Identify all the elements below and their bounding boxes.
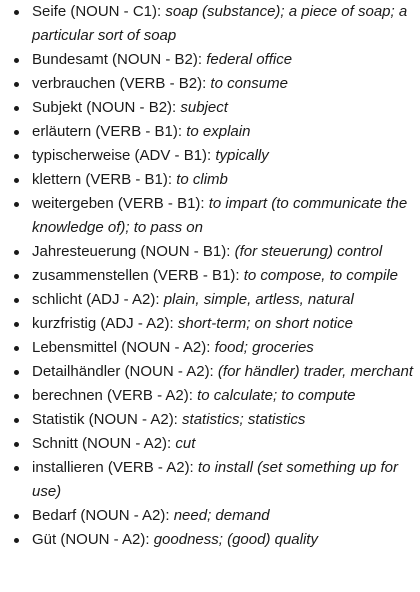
- entry-term: typischerweise (ADV - B1):: [32, 147, 212, 164]
- entry-term: Schnitt (NOUN - A2):: [32, 435, 172, 452]
- entry-meaning: to compose, to compile: [243, 267, 398, 284]
- entry-term: erläutern (VERB - B1):: [32, 123, 183, 140]
- entry-term: verbrauchen (VERB - B2):: [32, 75, 207, 92]
- entry-meaning: (for händler) trader, merchant: [217, 363, 413, 380]
- entry-meaning: food; groceries: [214, 339, 314, 356]
- entry-meaning: soap (substance); a piece of soap; a particular sort of soap: [32, 3, 408, 44]
- entry-meaning: cut: [175, 435, 196, 452]
- entry-meaning: to install (set something up for use): [32, 459, 399, 500]
- list-item: [0, 168, 420, 192]
- list-item: [0, 336, 420, 360]
- list-item: [0, 504, 420, 528]
- entry-meaning: to explain: [186, 123, 251, 140]
- list-item: [0, 240, 420, 264]
- entry-meaning: short-term; on short notice: [177, 315, 353, 332]
- list-item: [0, 432, 420, 456]
- entry-meaning: to consume: [210, 75, 288, 92]
- entry-term: Jahresteuerung (NOUN - B1):: [32, 243, 231, 260]
- list-item: [0, 456, 420, 504]
- list-item: [0, 528, 420, 552]
- entry-meaning: (for steuerung) control: [234, 243, 383, 260]
- list-item: [0, 120, 420, 144]
- entry-meaning: plain, simple, artless, natural: [163, 291, 354, 308]
- entry-term: Seife (NOUN - C1):: [32, 3, 162, 20]
- list-item: [0, 72, 420, 96]
- entry-term: kurzfristig (ADJ - A2):: [32, 315, 174, 332]
- entry-term: klettern (VERB - B1):: [32, 171, 173, 188]
- entry-meaning: typically: [215, 147, 269, 164]
- entry-term: Bundesamt (NOUN - B2):: [32, 51, 203, 68]
- entry-term: Bedarf (NOUN - A2):: [32, 507, 170, 524]
- list-item: [0, 408, 420, 432]
- entry-term: Subjekt (NOUN - B2):: [32, 99, 177, 116]
- entry-term: weitergeben (VERB - B1):: [32, 195, 205, 212]
- entry-term: zusammenstellen (VERB - B1):: [32, 267, 240, 284]
- entry-term: Detailhändler (NOUN - A2):: [32, 363, 214, 380]
- entry-term: schlicht (ADJ - A2):: [32, 291, 160, 308]
- list-item: [0, 264, 420, 288]
- entry-meaning: federal office: [206, 51, 293, 68]
- entry-meaning: to climb: [176, 171, 228, 188]
- list-item: [0, 360, 420, 384]
- entry-term: berechnen (VERB - A2):: [32, 387, 193, 404]
- entry-meaning: to impart (to communicate the knowledge of); to pass on: [32, 195, 408, 236]
- entry-term: installieren (VERB - A2):: [32, 459, 194, 476]
- list-item: [0, 0, 420, 48]
- list-item: [0, 192, 420, 240]
- entry-term: Güt (NOUN - A2):: [32, 531, 150, 548]
- entry-meaning: need; demand: [173, 507, 270, 524]
- entry-meaning: statistics; statistics: [182, 411, 306, 428]
- entry-meaning: goodness; (good) quality: [153, 531, 318, 548]
- list-item: [0, 384, 420, 408]
- list-item: [0, 312, 420, 336]
- list-item: [0, 96, 420, 120]
- entry-term: Statistik (NOUN - A2):: [32, 411, 178, 428]
- list-item: [0, 288, 420, 312]
- list-item: [0, 144, 420, 168]
- entry-term: Lebensmittel (NOUN - A2):: [32, 339, 211, 356]
- entry-meaning: to calculate; to compute: [197, 387, 356, 404]
- entry-meaning: subject: [180, 99, 228, 116]
- list-item: [0, 48, 420, 72]
